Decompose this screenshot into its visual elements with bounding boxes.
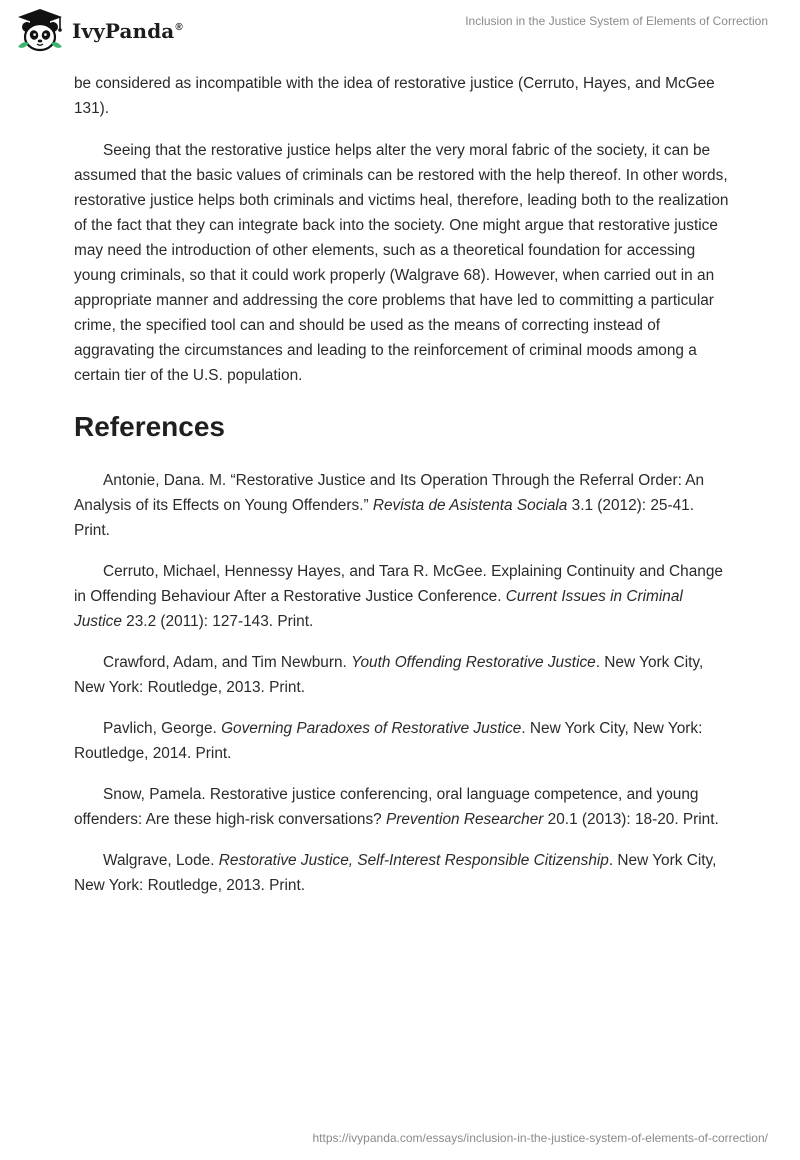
brand-name [72, 19, 183, 43]
brand-text: IvyPanda [72, 19, 175, 43]
essay-content [74, 71, 734, 914]
reference-source-title: Governing Paradoxes of Restorative Justice [221, 720, 522, 737]
reference-text: Walgrave, Lode. [103, 852, 219, 869]
reference-details: . New York City, New York: Routledge, 2013. Print. [74, 852, 717, 894]
running-title: Inclusion in the Justice System of Elements of Correction [465, 14, 768, 28]
reference-entry [74, 782, 734, 832]
body-paragraph: Seeing that the restorative justice helps alter the very moral fabric of the society, it can be assumed that the basic values of criminals can be restored with the help thereof. In other words, restorative justice helps both criminals and victims heal, therefore, leading both to the realization of the fact that they can integrate back into the society. One might argue that restorative justice may need the introduction of other elements, such as a theoretical foundation for accessing young criminals, so that it could work properly (Walgrave 68). However, when carried out in an appropriate manner and addressing the core problems that have led to committing a particular crime, the specified tool can and should be used as the means of correcting instead of aggravating the circumstances and leading to the reinforcement of criminal moods among a certain tier of the U.S. population. [74, 142, 729, 384]
reference-text: Cerruto, Michael, Hennessy Hayes, and Tara R. McGee. Explaining Continuity and Change in Offending Behaviour After a Restorative Justice Conference. [74, 563, 723, 605]
ivypanda-logo[interactable] [14, 7, 183, 53]
reference-text: Snow, Pamela. Restorative justice conferencing, oral language competence, and young offenders: Are these high-risk conversations? [74, 786, 699, 828]
reference-text: Pavlich, George. [103, 720, 222, 737]
reference-entry [74, 650, 734, 700]
registered-mark: ® [175, 22, 183, 34]
source-url[interactable]: https://ivypanda.com/essays/inclusion-in-the-justice-system-of-elements-of-correction/ [312, 1131, 768, 1145]
reference-entry [74, 848, 734, 898]
reference-details: 23.2 (2011): 127-143. Print. [121, 613, 314, 630]
body-paragraph-continuation: be considered as incompatible with the idea of restorative justice (Cerruto, Hayes, and McGee 131). [74, 75, 715, 117]
reference-details: 3.1 (2012): 25-41. Print. [74, 497, 694, 539]
page-header [0, 0, 800, 60]
reference-text: Antonie, Dana. M. “Restorative Justice and Its Operation Through the Referral Order: An Analysis of its Effects on Young Offenders.” [74, 472, 705, 514]
reference-source-title: Current Issues in Criminal Justice [74, 588, 683, 630]
panda-graduate-icon [14, 7, 66, 53]
reference-details: 20.1 (2013): 18-20. Print. [543, 811, 719, 828]
reference-text: Crawford, Adam, and Tim Newburn. [103, 654, 352, 671]
reference-source-title: Youth Offending Restorative Justice [351, 654, 596, 671]
reference-entry [74, 468, 734, 543]
references-heading: References [74, 411, 225, 442]
reference-details: . New York City, New York: Routledge, 2013. Print. [74, 654, 704, 696]
reference-entry [74, 559, 734, 634]
reference-source-title: Restorative Justice, Self-Interest Responsible Citizenship [218, 852, 609, 869]
reference-details: . New York City, New York: Routledge, 2014. Print. [74, 720, 703, 762]
reference-source-title: Prevention Researcher [385, 811, 544, 828]
references-list [74, 468, 734, 898]
reference-entry [74, 716, 734, 766]
reference-source-title: Revista de Asistenta Sociala [372, 497, 568, 514]
